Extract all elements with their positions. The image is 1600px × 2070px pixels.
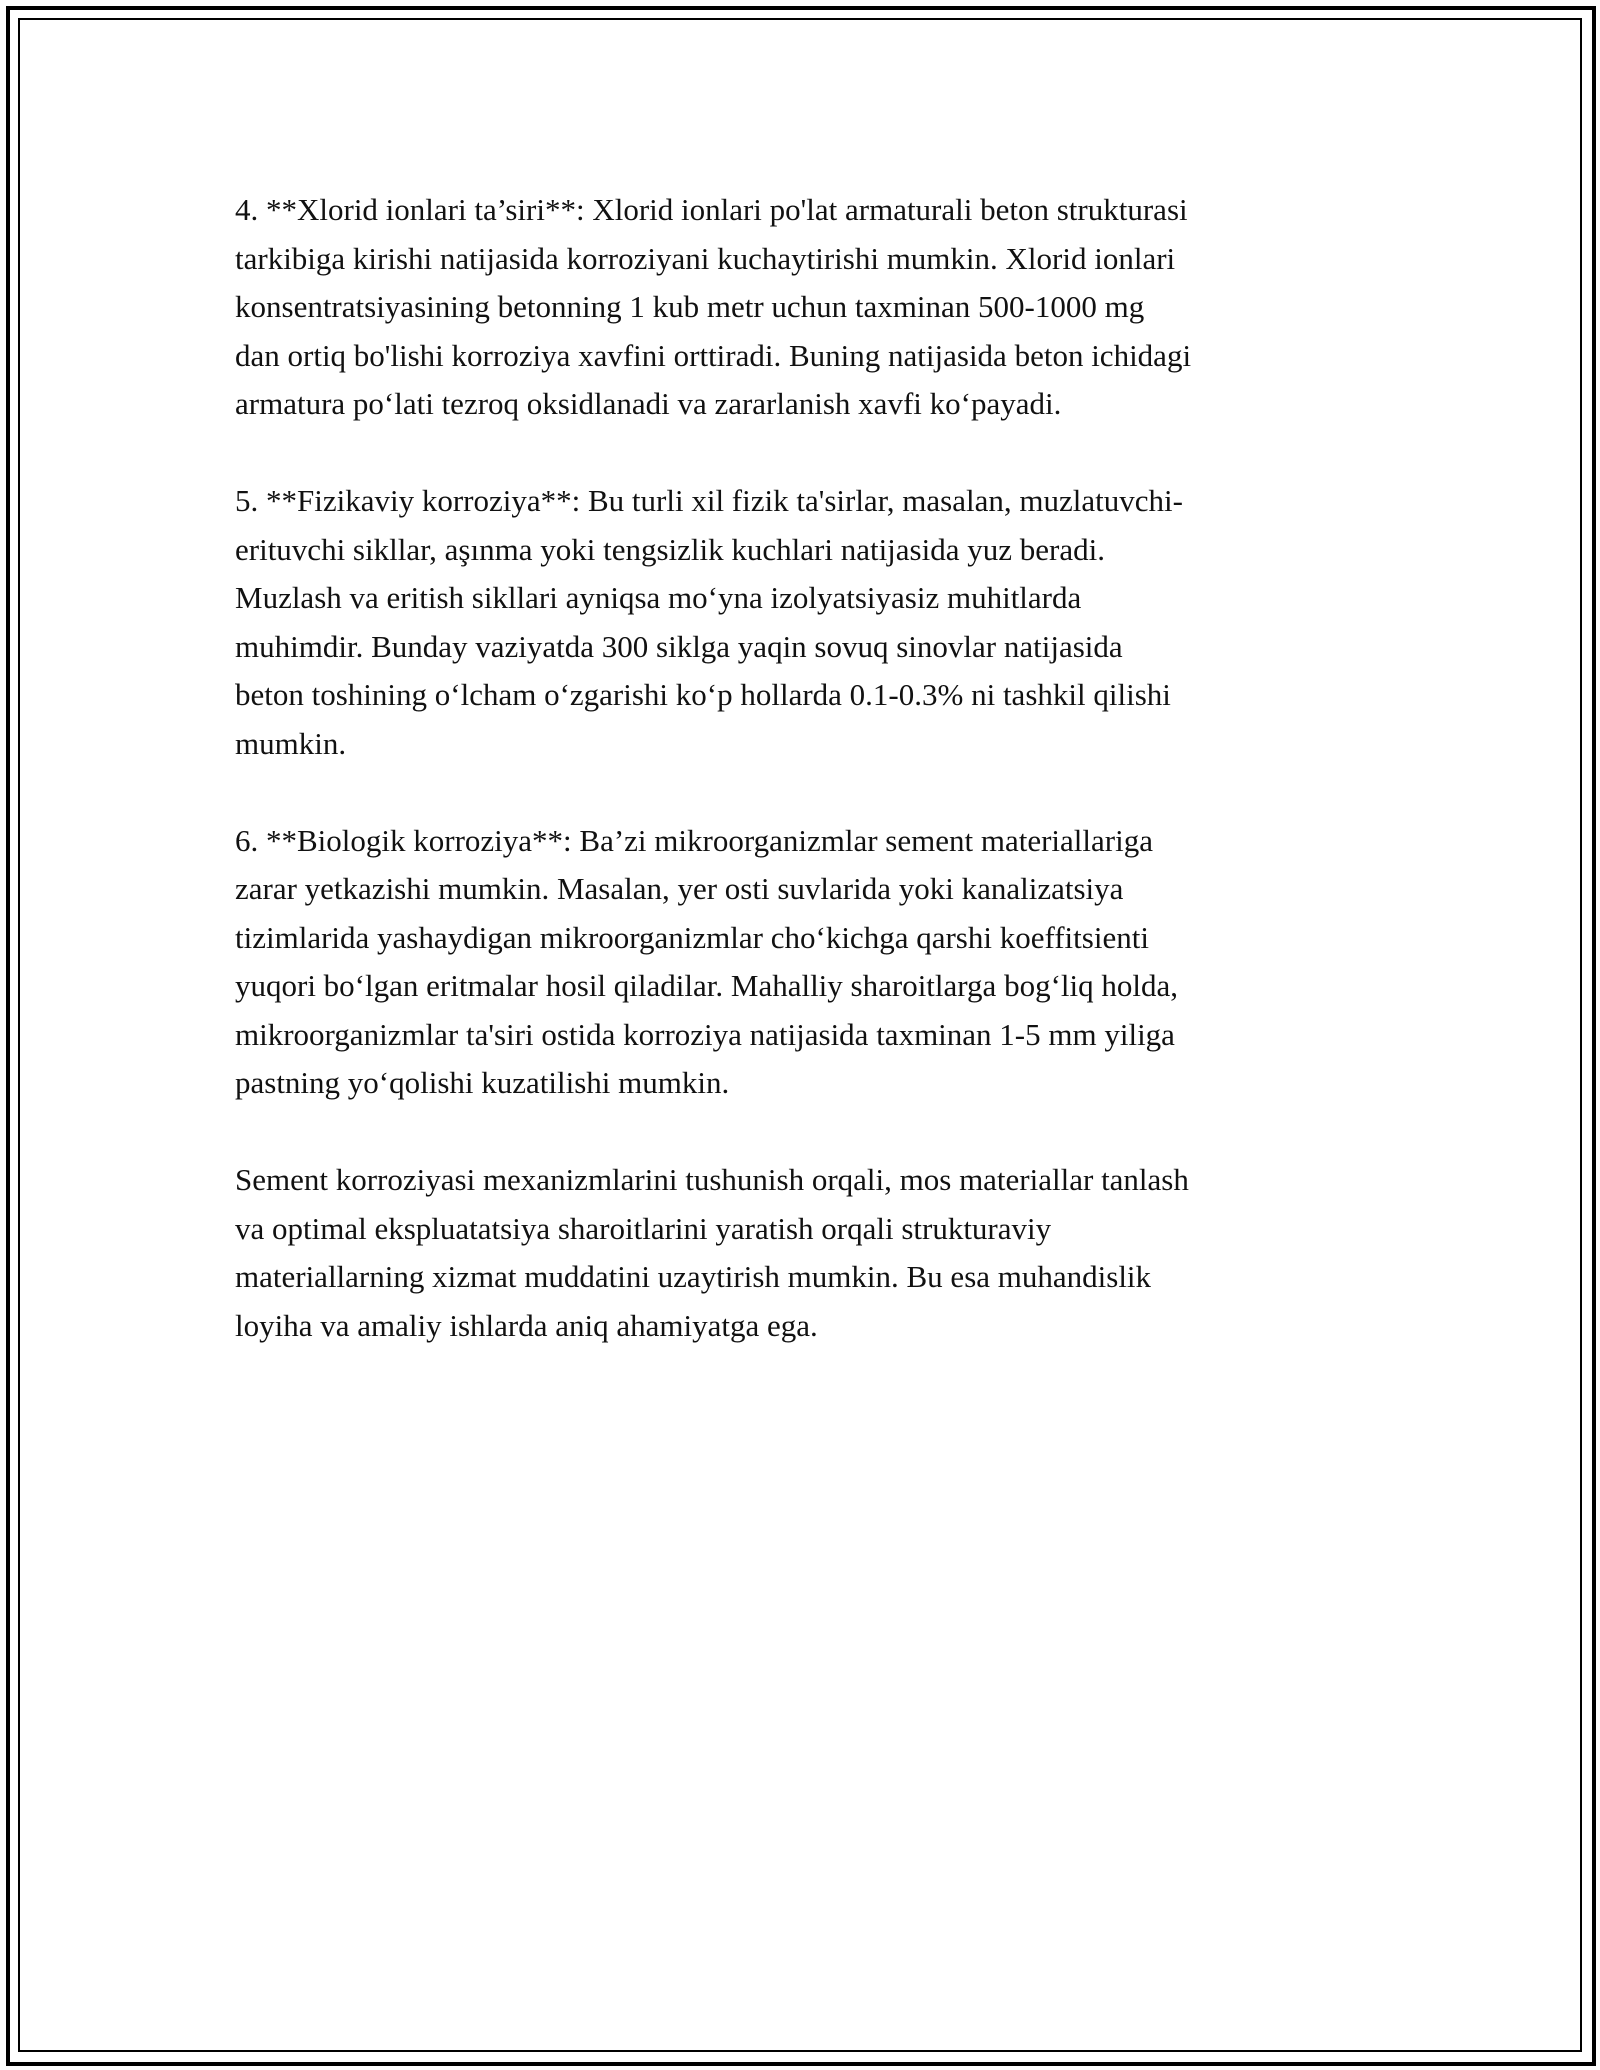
paragraph-chloride-ions: 4. **Xlorid ionlari ta’siri**: Xlorid ionlari po'lat armaturali beton strukturasi tarkibiga kirishi natijasida korroziyani kuchaytirishi mumkin. Xlorid ionlari konsentratsiyasining betonning 1 kub metr uchun taxminan 500-1000 mg dan ortiq bo'lishi korroziya xavfini orttiradi. Buning natijasida beton ichidagi armatura po‘lati tezroq oksidlanadi va zararlanish xavfi ko‘payadi.	[235, 192, 1192, 421]
paragraph-biological-corrosion: 6. **Biologik korroziya**: Ba’zi mikroorganizmlar sement materiallariga zarar yetkazishi mumkin. Masalan, yer osti suvlarida yoki kanalizatsiya tizimlarida yashaydigan mikroorganizmlar cho‘kichga qarshi koeffitsienti yuqori bo‘lgan eritmalar hosil qiladilar. Mahalliy sharoitlarga bog‘liq holda, mikroorganizmlar ta'siri ostida korroziya natijasida taxminan 1-5 mm yiliga pastning yo‘qolishi kuzatilishi mumkin.	[235, 822, 1178, 1100]
paragraph-physical-corrosion: 5. **Fizikaviy korroziya**: Bu turli xil fizik ta'sirlar, masalan, muzlatuvchi- erituvchi sikllar, aşınma yoki tengsizlik kuchlari natijasida yuz beradi. Muzlash va eritish sikllari ayniqsa mo‘yna izolyatsiyasiz muhitlarda muhimdir. Bunday vaziyatda 300 siklga yaqin sovuq sinovlar natijasida beton toshining o‘lcham o‘zgarishi ko‘p hollarda 0.1-0.3% ni tashkil qilishi mumkin.	[235, 483, 1183, 761]
paragraph-conclusion: Sement korroziyasi mexanizmlarini tushunish orqali, mos materiallar tanlash va optimal ekspluatatsiya sharoitlarini yaratish orqali strukturaviy materiallarning xizmat muddatini uzaytirish mumkin. Bu esa muhandislik loyiha va amaliy ishlarda aniq ahamiyatga ega.	[235, 1162, 1189, 1343]
document-body	[235, 186, 1375, 1399]
